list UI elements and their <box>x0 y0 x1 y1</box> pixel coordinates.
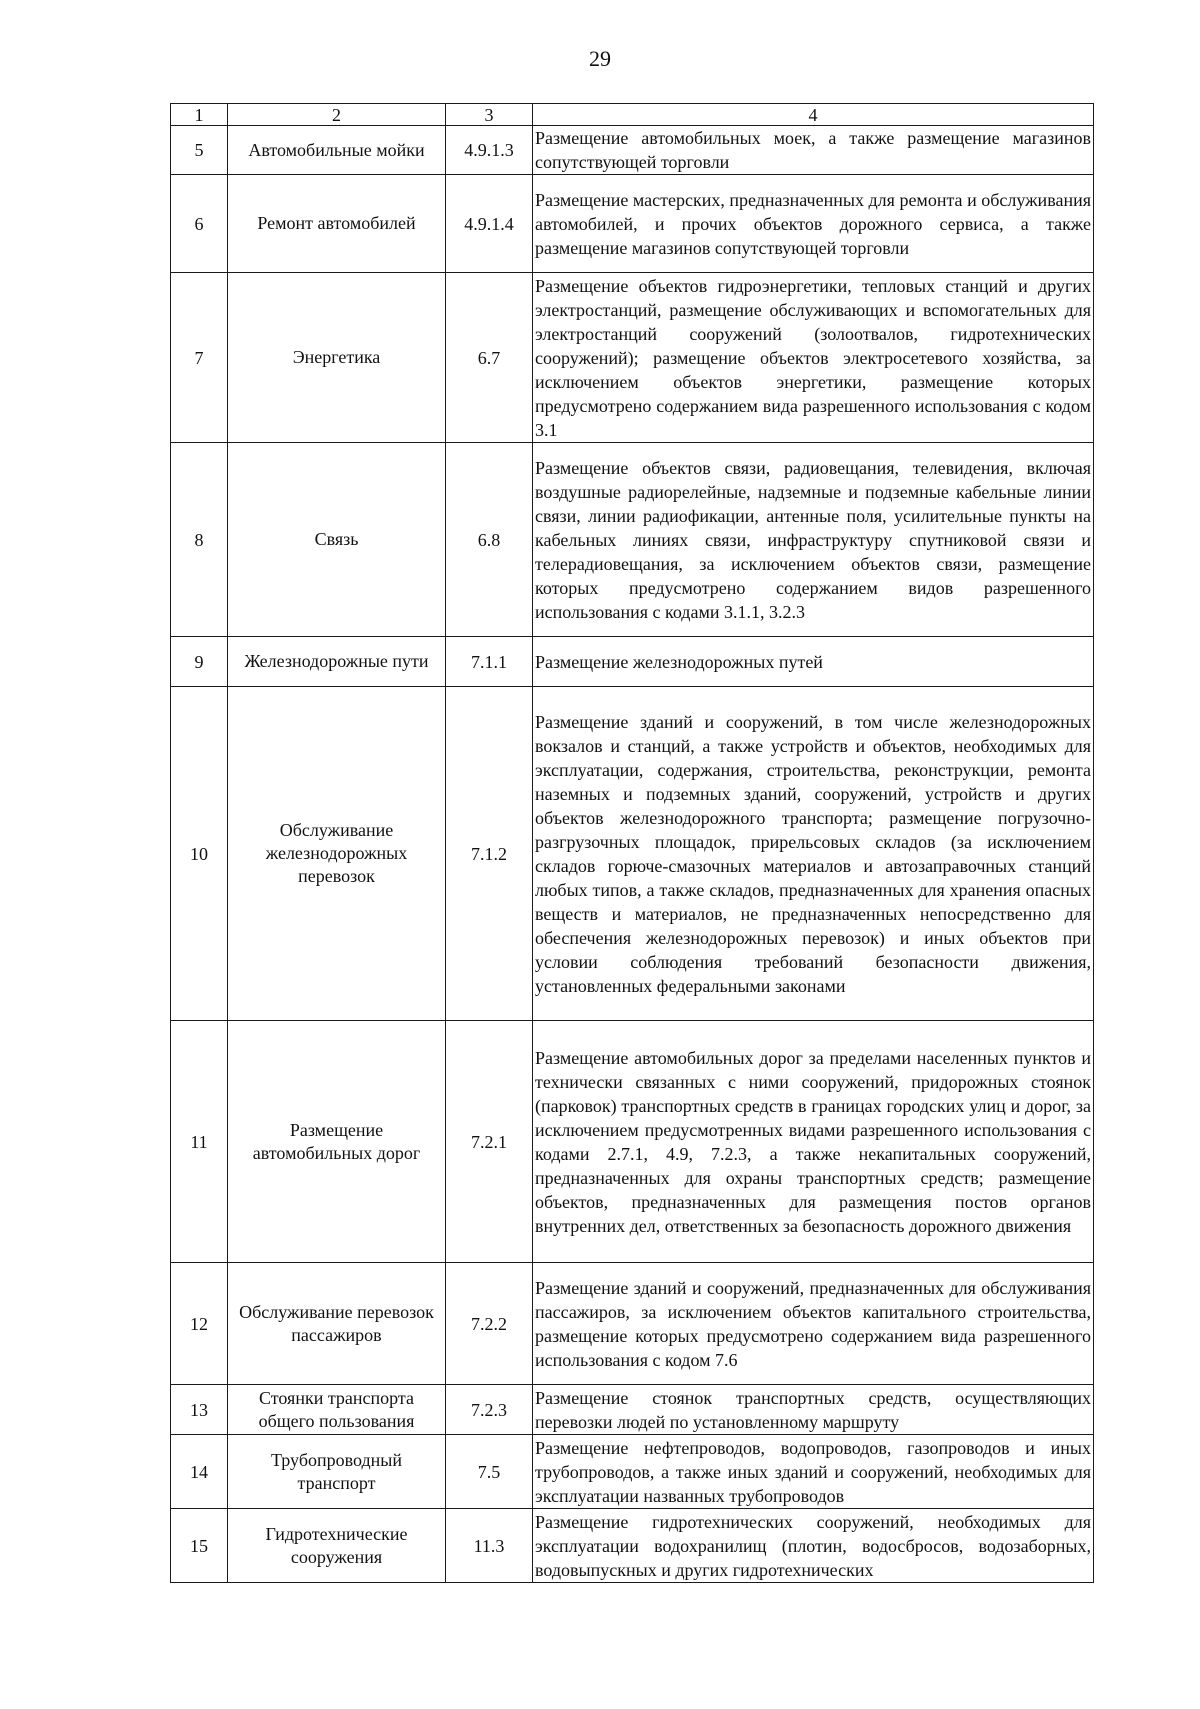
table-row <box>171 1021 1094 1263</box>
row-description: Размещение автомобильных дорог за пределами населенных пунктов и технически связанных с ними сооружений, придорожных стоянок (парковок) транспортных средств в границах городских улиц и дорог, за исключением предусмотренных видами разрешенного использования с кодами 2.7.1, 4.9, 7.2.3, а также некапитальных сооружений, предназначенных для охраны транспортных средств; размещение объектов, предназначенных для размещения постов органов внутренних дел, ответственных за безопасность дорожного движения <box>533 1021 1094 1263</box>
row-number: 8 <box>171 443 228 637</box>
header-col-4: 4 <box>533 104 1094 126</box>
table-row <box>171 1385 1094 1435</box>
row-number: 13 <box>171 1385 228 1435</box>
row-code: 7.2.3 <box>446 1385 533 1435</box>
table-row <box>171 1263 1094 1385</box>
row-name: Стоянки транспорта общего пользования <box>228 1385 446 1435</box>
row-number: 9 <box>171 637 228 687</box>
row-code: 6.8 <box>446 443 533 637</box>
row-code: 7.1.2 <box>446 687 533 1021</box>
row-number: 7 <box>171 273 228 443</box>
row-number: 10 <box>171 687 228 1021</box>
land-use-table <box>170 103 1094 1583</box>
page-number: 29 <box>589 46 611 71</box>
row-number: 5 <box>171 126 228 175</box>
row-code: 4.9.1.4 <box>446 175 533 273</box>
header-col-1: 1 <box>171 104 228 126</box>
row-description: Размещение железнодорожных путей <box>533 637 1094 687</box>
row-description: Размещение объектов связи, радиовещания, телевидения, включая воздушные радиорелейные, надземные и подземные кабельные линии связи, линии радиофикации, антенные поля, усилительные пункты на кабельных линиях связи, инфраструктуру спутниковой связи и телерадиовещания, за исключением объектов связи, размещение которых предусмотрено содержанием видов разрешенного использования с кодами 3.1.1, 3.2.3 <box>533 443 1094 637</box>
table-row <box>171 637 1094 687</box>
header-col-2: 2 <box>228 104 446 126</box>
row-code: 7.2.2 <box>446 1263 533 1385</box>
table-row <box>171 273 1094 443</box>
row-description: Размещение гидротехнических сооружений, необходимых для эксплуатации водохранилищ (плотин, водосбросов, водозаборных, водовыпускных и других гидротехнических <box>533 1509 1094 1583</box>
row-name: Гидротехнические сооружения <box>228 1509 446 1583</box>
row-description: Размещение мастерских, предназначенных для ремонта и обслуживания автомобилей, и прочих объектов дорожного сервиса, а также размещение магазинов сопутствующей торговли <box>533 175 1094 273</box>
table-row <box>171 1435 1094 1509</box>
row-description: Размещение зданий и сооружений, в том числе железнодорожных вокзалов и станций, а также устройств и объектов, необходимых для эксплуатации, содержания, строительства, реконструкции, ремонта наземных и подземных зданий, сооружений, устройств и других объектов железнодорожного транспорта; размещение погрузочно-разгрузочных площадок, прирельсовых складов (за исключением складов горюче-смазочных материалов и автозаправочных станций любых типов, а также складов, предназначенных для хранения опасных веществ и материалов, не предназначенных непосредственно для обеспечения железнодорожных перевозок) и иных объектов при условии соблюдения требований безопасности движения, установленных федеральными законами <box>533 687 1094 1021</box>
table-row <box>171 687 1094 1021</box>
row-name: Обслуживание железнодорожных перевозок <box>228 687 446 1021</box>
row-number: 14 <box>171 1435 228 1509</box>
row-description: Размещение объектов гидроэнергетики, тепловых станций и других электростанций, размещение обслуживающих и вспомогательных для электростанций сооружений (золоотвалов, гидротехнических сооружений); размещение объектов электросетевого хозяйства, за исключением объектов энергетики, размещение которых предусмотрено содержанием вида разрешенного использования с кодом 3.1 <box>533 273 1094 443</box>
row-name: Трубопроводный транспорт <box>228 1435 446 1509</box>
row-number: 6 <box>171 175 228 273</box>
row-code: 11.3 <box>446 1509 533 1583</box>
table-row <box>171 443 1094 637</box>
table-header-row <box>171 104 1094 126</box>
row-code: 6.7 <box>446 273 533 443</box>
row-code: 4.9.1.3 <box>446 126 533 175</box>
table-row <box>171 1509 1094 1583</box>
row-code: 7.2.1 <box>446 1021 533 1263</box>
row-number: 15 <box>171 1509 228 1583</box>
row-code: 7.5 <box>446 1435 533 1509</box>
row-name: Энергетика <box>228 273 446 443</box>
row-name: Автомобильные мойки <box>228 126 446 175</box>
table-row <box>171 126 1094 175</box>
row-description: Размещение зданий и сооружений, предназначенных для обслуживания пассажиров, за исключением объектов капитального строительства, размещение которых предусмотрено содержанием вида разрешенного использования с кодом 7.6 <box>533 1263 1094 1385</box>
row-name: Ремонт автомобилей <box>228 175 446 273</box>
row-code: 7.1.1 <box>446 637 533 687</box>
header-col-3: 3 <box>446 104 533 126</box>
row-name: Размещение автомобильных дорог <box>228 1021 446 1263</box>
row-description: Размещение автомобильных моек, а также размещение магазинов сопутствующей торговли <box>533 126 1094 175</box>
row-number: 12 <box>171 1263 228 1385</box>
row-number: 11 <box>171 1021 228 1263</box>
row-name: Связь <box>228 443 446 637</box>
row-description: Размещение стоянок транспортных средств, осуществляющих перевозки людей по установленному маршруту <box>533 1385 1094 1435</box>
row-name: Обслуживание перевозок пассажиров <box>228 1263 446 1385</box>
table-row <box>171 175 1094 273</box>
row-name: Железнодорожные пути <box>228 637 446 687</box>
row-description: Размещение нефтепроводов, водопроводов, газопроводов и иных трубопроводов, а также иных зданий и сооружений, необходимых для эксплуатации названных трубопроводов <box>533 1435 1094 1509</box>
